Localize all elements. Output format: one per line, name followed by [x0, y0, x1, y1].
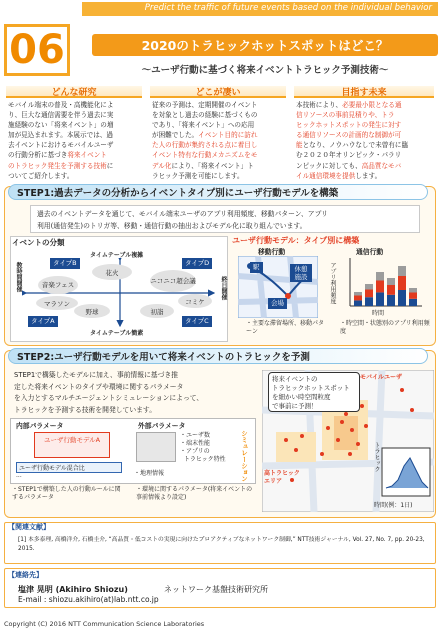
user-dot	[348, 452, 352, 456]
column-line	[152, 140, 286, 150]
column-line	[8, 100, 142, 110]
model-bullet-movement: ・主要な滞留場所、移動パターン	[246, 320, 325, 335]
column-line	[296, 110, 436, 120]
column-line	[152, 161, 286, 171]
axis-left-label: 数時間開催	[15, 262, 22, 292]
note-step1-params: ・STEP1で構築した人の行動ルールに関するパラメータ	[12, 486, 121, 501]
map-label-venue: 会場	[268, 298, 287, 309]
app-usage-chart	[338, 256, 424, 314]
user-dot	[320, 452, 324, 456]
outer-param-item: トラヒック特性	[180, 456, 226, 463]
hot-area-label: 高トラヒック エリア	[264, 470, 300, 485]
highlight-text: 能	[296, 141, 303, 150]
user-dot	[284, 438, 288, 442]
callout-line: を細かい時空間粒度	[272, 393, 331, 401]
column-text-strength	[152, 100, 286, 181]
type-c-tag: タイプC	[182, 316, 212, 327]
title-banner	[92, 34, 438, 56]
column-line	[296, 100, 436, 110]
outer-map-graphic	[136, 432, 176, 462]
body-text: します。	[355, 171, 382, 180]
column-line	[8, 120, 142, 130]
body-text: モバイル端末の普及・高機能化によ	[8, 101, 114, 109]
map-label-rest-area: 休憩施設	[290, 264, 312, 282]
column-line	[296, 150, 436, 160]
body-text: ラヒック予測を可能にします。	[152, 171, 244, 180]
body-text: が困難でした。	[152, 131, 199, 140]
body-text: む２０２０年オリンピック・パラリ	[296, 151, 402, 160]
mobile-user-label: モバイルユーザ	[360, 374, 403, 381]
axis-bottom-label: タイムテーブル簡素	[90, 330, 144, 337]
highlight-text: イベント特有な行動メカニズムをモ	[152, 151, 258, 160]
step2-description	[14, 370, 258, 416]
step1-description-line: 利用(通信発生)のトリガ等、移動・通信行動の抽出およびモデル化に取り組んでいます。	[37, 222, 307, 230]
event-niconico: ニコニコ超会議	[150, 270, 196, 292]
step2-heading: STEP2:ユーザ行動モデルを用いて将来イベントのトラヒックを予測	[8, 348, 428, 364]
body-text: 従来の予測は、定期開催のイベント	[152, 101, 258, 109]
axis-right-label: 終日開催	[220, 276, 227, 300]
column-line	[296, 120, 436, 130]
body-text: により、「将来イベント」ト	[171, 161, 254, 170]
outer-param-item: ・アプリの	[180, 448, 210, 455]
column-line	[8, 171, 142, 181]
map-label-station: 駅	[250, 262, 263, 273]
column-line	[152, 150, 286, 160]
inner-param-title: 内部パラメータ	[16, 422, 64, 430]
footer-copyright: Copyright (C) 2016 NTT Communication Science Laboratories	[4, 620, 205, 628]
user-dot	[336, 438, 340, 442]
usage-bar-segment	[398, 276, 406, 290]
usage-bar-segment	[365, 284, 373, 290]
model-bullet-comm: ・時空間・状態別のアプリ利用頻度	[340, 320, 430, 335]
column-line	[296, 130, 436, 140]
inner-mix-label: ユーザ行動モデル混合比	[16, 462, 122, 473]
body-text: 本技術により、	[296, 101, 343, 109]
inner-model-box: ユーザ行動モデルA	[34, 432, 110, 458]
exhibit-number: 06	[9, 27, 65, 73]
user-dot	[344, 412, 348, 416]
usage-bar-segment	[376, 292, 384, 306]
column-heading-future: 目指す未来	[294, 86, 434, 98]
column-line	[152, 110, 286, 120]
column-line	[8, 140, 142, 150]
user-dot	[300, 434, 304, 438]
column-line	[152, 171, 286, 181]
body-text: り、巨大な通信需要を伴う過去に実	[8, 111, 114, 120]
event-hatsumode: 初詣	[140, 304, 174, 318]
highlight-text: 必要最小限となる通	[342, 101, 402, 109]
user-dot	[294, 448, 298, 452]
step1-description-line: 過去のイベントデータを通じて、モバイル端末ユーザのアプリ利用頻度、移動パターン、アプリ	[37, 210, 328, 218]
event-music-festival: 音楽フェス	[38, 276, 78, 294]
column-line	[8, 130, 142, 140]
references-text: [1] 本多泰理, 高橋洋介, 石橋圭介, “高品質・低コストの実現に向けたプロアクティブなネットワーク制御,” NTT技術ジャーナル, Vol. 27, No. 7, pp. 20-23, 2015.	[18, 537, 425, 552]
note-env-params: ・環境に関するパラメータ(将来イベントの事前情報より設定)	[136, 486, 253, 501]
highlight-text: 将来イベント	[67, 151, 107, 160]
user-dot	[326, 426, 330, 430]
header-band	[82, 2, 438, 16]
column-text-what	[8, 100, 142, 181]
highlight-text: 高品質なモバ	[361, 161, 402, 170]
user-dot	[364, 424, 368, 428]
body-text: 施経験のない「将来イベント」の増	[8, 121, 114, 130]
column-heading-strength: どこが凄い	[150, 86, 286, 98]
body-text: に	[106, 161, 114, 170]
column-line	[8, 150, 142, 160]
body-text: を対象とし過去の経験に基づくもの	[152, 111, 258, 120]
chart-y-label: アプリ利用頻度	[329, 262, 336, 304]
column-line	[8, 161, 142, 171]
event-baseball: 野球	[74, 304, 110, 318]
contact-lab: ネットワーク基盤技術研究所	[164, 585, 268, 594]
highlight-text: 信リソースの事前見積りや、トラ	[296, 111, 395, 120]
outer-param-item: ・端末性能	[180, 440, 211, 447]
usage-bar-segment	[376, 272, 384, 281]
callout-line: トラヒックホットスポット	[272, 384, 350, 392]
highlight-text: る通信リソースの計画的な制御が可	[296, 131, 402, 140]
event-marathon: マラソン	[36, 296, 78, 310]
outer-map-label: ・地理情報	[134, 470, 165, 477]
body-text: 加が見込まれます。本展示では、過	[8, 131, 113, 140]
usage-bar-segment	[409, 293, 417, 299]
usage-bar-segment	[387, 295, 395, 306]
column-text-future	[296, 100, 436, 181]
usage-bar-segment	[387, 285, 395, 295]
contact-name: 塩津 晃明 (Akihiro Shiozu)	[18, 585, 128, 594]
highlight-text: のトラヒック発生を予測する技術	[8, 161, 107, 170]
step2-description-line: STEP1で構築したモデルに加え、事前情報に基づき推	[14, 371, 178, 379]
body-text: であり、「将来イベント」への応用	[152, 121, 255, 130]
classification-title: イベントの分類	[12, 238, 65, 247]
inner-etc: ...	[16, 472, 22, 479]
highlight-text: イル通信環境を提供	[296, 171, 356, 180]
user-dot	[410, 408, 414, 412]
exhibit-number-box	[4, 24, 70, 76]
column-line	[8, 110, 142, 120]
highlight-text: ヒックホットスポットの発生に対す	[296, 121, 402, 130]
movement-label: 移動行動	[258, 248, 286, 256]
event-fireworks: 花火	[92, 264, 132, 280]
body-text: ついてご紹介します。	[8, 171, 74, 180]
callout-line: で事前に予測！	[272, 402, 318, 410]
user-dot	[350, 428, 354, 432]
body-text: ンピックに対しても、	[296, 161, 362, 170]
type-d-tag: タイプD	[182, 258, 212, 269]
usage-bar-segment	[398, 266, 406, 276]
usage-bar-segment	[365, 290, 373, 298]
usage-bar-segment	[354, 300, 362, 306]
step2-description-line: を入力とするマルチエージェントシミュレーションによって、	[14, 394, 204, 402]
traffic-axis-label: トラヒック	[373, 442, 380, 472]
usage-bar-segment	[409, 288, 417, 293]
callout-line: 将来イベントの	[272, 375, 318, 383]
usage-bar-segment	[409, 299, 417, 306]
chart-x-label: 時間	[372, 310, 385, 317]
usage-bar-segment	[365, 297, 373, 306]
column-line	[152, 130, 286, 140]
highlight-text: た人の行動が集約される点に着目し	[152, 141, 258, 150]
column-line	[296, 161, 436, 171]
column-line	[296, 171, 436, 181]
page-title: 2020のトラヒックホットスポットはどこ？	[141, 38, 389, 53]
highlight-text: デル化	[152, 161, 172, 170]
usage-bar-segment	[354, 296, 362, 301]
usage-bar-segment	[354, 292, 362, 296]
prediction-callout	[268, 372, 360, 412]
outer-param-list	[180, 432, 226, 464]
body-text: の行動分析に基づき	[8, 151, 68, 160]
step1-heading: STEP1:過去データの分析からイベントタイプ別にユーザ行動モデルを構築	[8, 184, 428, 200]
contact-title: 【連絡先】	[8, 571, 43, 579]
header-band-text: Predict the traffic of future events based on the individual behavior	[144, 3, 432, 13]
outer-param-title: 外部パラメータ	[138, 422, 186, 430]
step1-description	[30, 205, 420, 233]
highlight-text: イベント目的に訪れ	[198, 131, 258, 140]
column-line	[152, 100, 286, 110]
event-comike: コミケ	[178, 294, 212, 308]
step2-description-line: トラヒックを予測する技術を開発しています。	[14, 405, 156, 414]
user-dot	[356, 442, 360, 446]
axis-top-label: タイムテーブル複雑	[90, 252, 144, 259]
body-text: 去イベントにおけるモバイルユーザ	[8, 141, 114, 150]
type-b-tag: タイプB	[50, 258, 80, 269]
page-subtitle: 〜ユーザ行動に基づく将来イベントトラヒック予測技術〜	[141, 65, 389, 76]
column-heading-what: どんな研究	[6, 86, 142, 98]
contact-email[interactable]: E-mail : shiozu.akihiro(at)lab.ntt.co.jp	[18, 595, 159, 604]
type-a-tag: タイプA	[28, 316, 58, 327]
simulation-label: シミュレーション	[240, 430, 248, 482]
comm-label: 通信行動	[356, 248, 384, 256]
user-dot	[360, 404, 364, 408]
step2-description-line: 定した将来イベントのタイプや環境に関するパラメータ	[14, 382, 184, 391]
usage-bar-segment	[387, 278, 395, 285]
column-line	[296, 140, 436, 150]
usage-bar-segment	[398, 290, 406, 306]
usage-bar-segment	[376, 281, 384, 293]
body-text: となり、ノウハウなしで未曾有に臨	[302, 141, 409, 150]
user-dot	[340, 420, 344, 424]
column-line	[152, 120, 286, 130]
model-title: ユーザ行動モデル：タイプ別に構築	[232, 236, 360, 245]
references-title: 【関連文献】	[8, 523, 50, 531]
time-axis-label: 時間(例：1日)	[374, 502, 413, 509]
outer-param-item: ・ユーザ数	[180, 432, 211, 439]
user-dot	[400, 388, 404, 392]
